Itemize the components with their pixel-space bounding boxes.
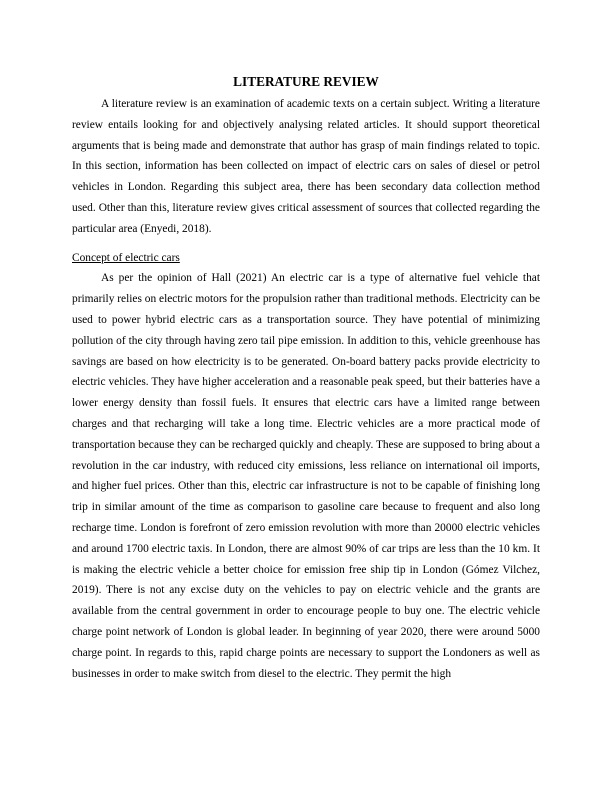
section-paragraph: As per the opinion of Hall (2021) An electric car is a type of alternative fuel vehicle that primarily relies on electric motors for the propulsion rather than traditional methods. Electricity can be used to power hybrid electric cars as a transportation source. They have potential of minimizing pollution of the city through having zero tail pipe emission. In addition to this, vehicle greenhouse has savings are based on how electricity is to be generated. On-board battery packs provide electricity to electric vehicles. They have higher acceleration and a reasonable peak speed, but their batteries have a lower energy density than fossil fuels. It ensures that electric cars have a limited range between charges and that recharging will take a long time. Electric vehicles are a more practical mode of transportation because they can be recharged quickly and cheaply. These are supposed to bring about a revolution in the car industry, with reduced city emissions, less reliance on international oil imports, and higher fuel prices. Other than this, electric car infrastructure is not to be capable of finishing long trip in similar amount of the time as comparison to gasoline care because to frequent and also long recharge time. London is forefront of zero emission revolution with more than 20000 electric vehicles and around 1700 electric taxis. In London, there are almost 90% of car trips are less than the 10 km. It is making the electric vehicle a better choice for emission free ship tip in London (Gómez Vilchez, 2019). There is not any excise duty on the vehicles to pay on electric vehicle and the grants are available from the central government in order to encourage people to buy one. The electric vehicle charge point network of London is global leader. In beginning of year 2020, there were around 5000 charge point. In regards to this, rapid charge points are necessary to support the Londoners as well as businesses in order to make switch from diesel to the electric. They permit the high [72, 272, 540, 680]
document-page [72, 72, 540, 684]
intro-paragraph: A literature review is an examination of academic texts on a certain subject. Writing a literature review entails looking for and objectively analysing related articles. It should support theoretical arguments that is being made and demonstrate that author has grasp of main findings related to topic. In this section, information has been collected on impact of electric cars on sales of diesel or petrol vehicles in London. Regarding this subject area, there has been secondary data collection method used. Other than this, literature review gives critical assessment of sources that collected regarding the particular area (Enyedi, 2018). [72, 98, 540, 235]
section-heading: Concept of electric cars [72, 251, 180, 264]
page-title: LITERATURE REVIEW [233, 74, 379, 89]
